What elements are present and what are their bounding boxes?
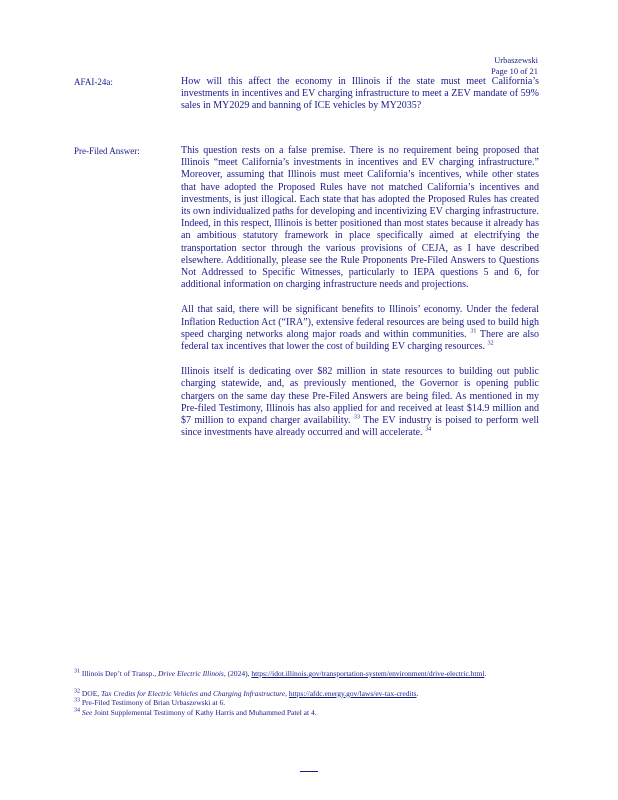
question-paragraph: How will this affect the economy in Illinois if the state must meet California’s investments in incentives and EV charging infrastructure to meet a ZEV mandate of 59% sales in MY2029 and banning of ICE vehicles by MY2035?	[181, 76, 539, 112]
footnote-link[interactable]: https://idot.illinois.gov/transportation-system/environment/drive-electric.html	[251, 669, 485, 678]
footnote-text: .	[416, 688, 419, 698]
answer-paragraph-3	[181, 366, 539, 439]
header-page-number: Page 10 of 21	[491, 66, 538, 76]
footnote-text: Joint Supplemental Testimony of Kathy Harris and Muhammed Patel at 4.	[94, 707, 317, 717]
footnote-title: Tax Credits for Electric Vehicles and Charging Infrastructure	[101, 688, 286, 698]
answer-paragraph-3-text: Illinois itself is dedicating over $82 million in state resources to building out public charging statewide, and, as previously mentioned, the Governor is opening public chargers on the same day these Pre-Filed Answers are being filed. As mentioned in my Pre-filed Testimony, Illinois has also applied for and received at least $14.9 million and $7 million to expand charger availability.	[181, 366, 539, 427]
footnote-number: 34	[74, 707, 80, 714]
footnote-33	[74, 698, 544, 708]
answer-body	[181, 145, 539, 452]
footnote-text: Illinois Dep’t of Transp.,	[81, 669, 157, 678]
footnote-title: Drive Electric Illinois	[158, 669, 224, 678]
footnote-34	[74, 708, 544, 718]
answer-paragraph-1-text: This question rests on a false premise. There is no requirement being proposed that Illinois “meet California’s investments in incentives and EV charging infrastructure.” Moreover, assuming that Illinois must meet California’s incentives, while other states that have adopted the Proposed Rules have not matched California’s incentives and investments, is just illogical. Each state that has adopted the Proposed Rules has created its own individualized paths for developing and incentivizing EV charging infrastructure. Indeed, in this respect, Illinois is better positioned than most states because it already has an ambitious statutory framework in place specifically aimed at electrifying the transportation sector through the various provisions of CEJA, as I have described elsewhere. Additionally, please see the Rule Proponents Pre-Filed Answers to Questions Not Addressed to Specific Witnesses, particularly to IEPA questions 5 and 6, for additional information on charging infrastructure needs and projections.	[181, 145, 539, 291]
footnote-ref-34[interactable]: 34	[425, 426, 432, 433]
footnote-text: ,	[285, 688, 288, 698]
footnote-text: DOE,	[81, 688, 100, 698]
footnote-link[interactable]: https://afdc.energy.gov/laws/ev-tax-credits	[288, 688, 417, 698]
answer-paragraph-1	[181, 145, 539, 291]
footnote-ref-31[interactable]: 31	[470, 328, 477, 335]
answer-paragraph-2-text-2: There are also federal tax incentives that lower the cost of building EV charging resources.	[181, 328, 540, 353]
question-text	[181, 76, 539, 126]
footnote-text: .	[484, 669, 487, 678]
footnote-number: 32	[74, 688, 80, 695]
footnote-number: 31	[74, 668, 80, 675]
answer-paragraph-2	[181, 304, 539, 353]
answer-paragraph-2-text: All that said, there will be significant benefits to Illinois’ economy. Under the federal Inflation Reduction Act (“IRA”), extensive federal resources are being used to build high speed charging networks along major roads and within communities.	[181, 304, 539, 340]
footnote-ref-33[interactable]: 33	[353, 414, 360, 421]
footnote-text: Pre-Filed Testimony of Brian Urbaszewski at 6.	[81, 698, 226, 708]
footnote-text: , (2024),	[223, 669, 250, 678]
footnote-title: See	[81, 707, 93, 717]
header-name: Urbaszewski	[494, 55, 538, 65]
footnote-number: 33	[74, 697, 80, 704]
footnote-ref-32[interactable]: 32	[487, 340, 494, 347]
answer-paragraph-3-text-2: The EV industry is poised to perform well since investments have already occurred and will accelerate.	[181, 415, 539, 439]
question-label: AFAI-24a:	[74, 77, 113, 87]
page-bottom-rule	[300, 771, 318, 772]
footnote-31	[74, 669, 544, 679]
footnotes	[74, 669, 544, 717]
footnote-32	[74, 689, 544, 699]
answer-label: Pre-Filed Answer:	[74, 146, 140, 156]
